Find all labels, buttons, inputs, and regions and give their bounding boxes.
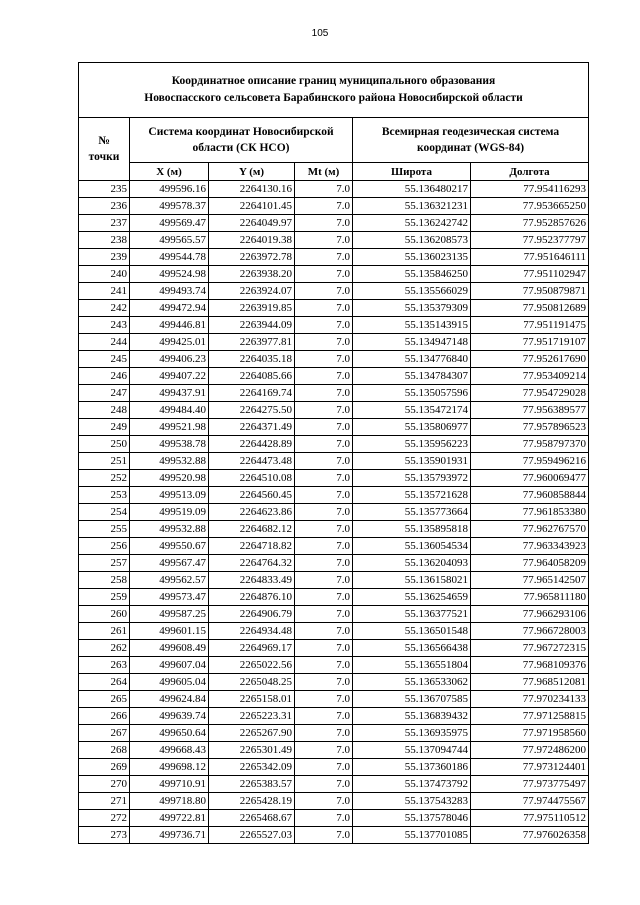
latitude-cell: 55.136707585 (353, 691, 471, 708)
table-row (79, 674, 589, 691)
longitude-cell: 77.951102947 (471, 266, 589, 283)
point-number-cell: 237 (79, 215, 130, 232)
point-number-cell: 252 (79, 470, 130, 487)
point-number-cell: 238 (79, 232, 130, 249)
longitude-cell: 77.951719107 (471, 334, 589, 351)
longitude-cell: 77.954729028 (471, 385, 589, 402)
x-cell: 499601.15 (130, 623, 209, 640)
longitude-cell: 77.975110512 (471, 810, 589, 827)
y-cell: 2264019.38 (209, 232, 295, 249)
mt-cell: 7.0 (295, 249, 353, 266)
point-number-cell: 272 (79, 810, 130, 827)
y-cell: 2263977.81 (209, 334, 295, 351)
longitude-cell: 77.965142507 (471, 572, 589, 589)
latitude-cell: 55.136501548 (353, 623, 471, 640)
table-row (79, 691, 589, 708)
longitude-cell: 77.971258815 (471, 708, 589, 725)
y-cell: 2265022.56 (209, 657, 295, 674)
longitude-cell: 77.966293106 (471, 606, 589, 623)
table-row (79, 334, 589, 351)
latitude-cell: 55.135143915 (353, 317, 471, 334)
table-row (79, 181, 589, 198)
point-number-cell: 264 (79, 674, 130, 691)
y-cell: 2264085.66 (209, 368, 295, 385)
table-row (79, 215, 589, 232)
mt-column-header: Mt (м) (295, 163, 353, 181)
point-number-cell: 268 (79, 742, 130, 759)
x-cell: 499587.25 (130, 606, 209, 623)
latitude-cell: 55.136480217 (353, 181, 471, 198)
longitude-cell: 77.953409214 (471, 368, 589, 385)
latitude-cell: 55.135472174 (353, 402, 471, 419)
latitude-cell: 55.135773664 (353, 504, 471, 521)
point-number-cell: 239 (79, 249, 130, 266)
table-row (79, 266, 589, 283)
longitude-cell: 77.968109376 (471, 657, 589, 674)
mt-cell: 7.0 (295, 657, 353, 674)
longitude-cell: 77.964058209 (471, 555, 589, 572)
y-cell: 2264764.32 (209, 555, 295, 572)
longitude-cell: 77.961853380 (471, 504, 589, 521)
x-cell: 499578.37 (130, 198, 209, 215)
latitude-cell: 55.136254659 (353, 589, 471, 606)
longitude-cell: 77.974475567 (471, 793, 589, 810)
latitude-cell: 55.137473792 (353, 776, 471, 793)
longitude-cell: 77.958797370 (471, 436, 589, 453)
latitude-cell: 55.136935975 (353, 725, 471, 742)
x-column-header: X (м) (130, 163, 209, 181)
longitude-cell: 77.973775497 (471, 776, 589, 793)
point-number-cell: 255 (79, 521, 130, 538)
longitude-cell: 77.967272315 (471, 640, 589, 657)
longitude-cell: 77.951646111 (471, 249, 589, 266)
mt-cell: 7.0 (295, 521, 353, 538)
x-cell: 499550.67 (130, 538, 209, 555)
y-cell: 2264833.49 (209, 572, 295, 589)
point-number-cell: 256 (79, 538, 130, 555)
mt-cell: 7.0 (295, 708, 353, 725)
mt-cell: 7.0 (295, 300, 353, 317)
mt-cell: 7.0 (295, 742, 353, 759)
table-row (79, 657, 589, 674)
latitude-cell: 55.137094744 (353, 742, 471, 759)
x-cell: 499562.57 (130, 572, 209, 589)
mt-cell: 7.0 (295, 827, 353, 844)
mt-cell: 7.0 (295, 419, 353, 436)
table-row (79, 572, 589, 589)
latitude-cell: 55.136204093 (353, 555, 471, 572)
point-number-cell: 259 (79, 589, 130, 606)
latitude-cell: 55.136321231 (353, 198, 471, 215)
nso-system-header-line-2: области (СК НСО) (192, 142, 290, 154)
point-number-cell: 248 (79, 402, 130, 419)
table-row (79, 351, 589, 368)
latitude-cell: 55.135566029 (353, 283, 471, 300)
longitude-column-header: Долгота (471, 163, 589, 181)
y-cell: 2264718.82 (209, 538, 295, 555)
latitude-cell: 55.136566438 (353, 640, 471, 657)
y-cell: 2265428.19 (209, 793, 295, 810)
latitude-cell: 55.135901931 (353, 453, 471, 470)
x-cell: 499519.09 (130, 504, 209, 521)
mt-cell: 7.0 (295, 317, 353, 334)
y-column-header: Y (м) (209, 163, 295, 181)
latitude-cell: 55.135846250 (353, 266, 471, 283)
document-title (79, 63, 589, 118)
x-cell: 499607.04 (130, 657, 209, 674)
mt-cell: 7.0 (295, 215, 353, 232)
x-cell: 499493.74 (130, 283, 209, 300)
longitude-cell: 77.952617690 (471, 351, 589, 368)
point-number-cell: 246 (79, 368, 130, 385)
x-cell: 499437.91 (130, 385, 209, 402)
x-cell: 499567.47 (130, 555, 209, 572)
point-number-cell: 267 (79, 725, 130, 742)
longitude-cell: 77.976026358 (471, 827, 589, 844)
table-row (79, 725, 589, 742)
longitude-cell: 77.962767570 (471, 521, 589, 538)
mt-cell: 7.0 (295, 572, 353, 589)
x-cell: 499544.78 (130, 249, 209, 266)
mt-cell: 7.0 (295, 623, 353, 640)
x-cell: 499624.84 (130, 691, 209, 708)
point-number-cell: 244 (79, 334, 130, 351)
mt-cell: 7.0 (295, 402, 353, 419)
table-row (79, 470, 589, 487)
longitude-cell: 77.973124401 (471, 759, 589, 776)
longitude-cell: 77.952377797 (471, 232, 589, 249)
mt-cell: 7.0 (295, 538, 353, 555)
table-row (79, 504, 589, 521)
point-number-cell: 266 (79, 708, 130, 725)
mt-cell: 7.0 (295, 487, 353, 504)
table-row (79, 232, 589, 249)
y-cell: 2264560.45 (209, 487, 295, 504)
table-row (79, 793, 589, 810)
table-row (79, 368, 589, 385)
x-cell: 499718.80 (130, 793, 209, 810)
longitude-cell: 77.954116293 (471, 181, 589, 198)
mt-cell: 7.0 (295, 555, 353, 572)
latitude-cell: 55.136242742 (353, 215, 471, 232)
y-cell: 2264876.10 (209, 589, 295, 606)
table-row (79, 385, 589, 402)
table-row (79, 317, 589, 334)
mt-cell: 7.0 (295, 470, 353, 487)
table-row (79, 606, 589, 623)
x-cell: 499569.47 (130, 215, 209, 232)
latitude-cell: 55.136054534 (353, 538, 471, 555)
nso-system-header-line-1: Система координат Новосибирской (148, 126, 334, 138)
x-cell: 499524.98 (130, 266, 209, 283)
table-row (79, 521, 589, 538)
latitude-cell: 55.134784307 (353, 368, 471, 385)
page-number: 105 (311, 28, 329, 39)
x-cell: 499538.78 (130, 436, 209, 453)
y-cell: 2264510.08 (209, 470, 295, 487)
mt-cell: 7.0 (295, 198, 353, 215)
longitude-cell: 77.963343923 (471, 538, 589, 555)
y-cell: 2264049.97 (209, 215, 295, 232)
latitude-cell: 55.135793972 (353, 470, 471, 487)
y-cell: 2264623.86 (209, 504, 295, 521)
point-number-cell: 235 (79, 181, 130, 198)
latitude-cell: 55.135721628 (353, 487, 471, 504)
point-number-cell: 258 (79, 572, 130, 589)
x-cell: 499472.94 (130, 300, 209, 317)
x-cell: 499698.12 (130, 759, 209, 776)
table-row (79, 708, 589, 725)
mt-cell: 7.0 (295, 385, 353, 402)
latitude-cell: 55.137543283 (353, 793, 471, 810)
table-row (79, 436, 589, 453)
table-row (79, 827, 589, 844)
point-number-header (79, 118, 130, 181)
x-cell: 499484.40 (130, 402, 209, 419)
y-cell: 2264035.18 (209, 351, 295, 368)
x-cell: 499513.09 (130, 487, 209, 504)
y-cell: 2264906.79 (209, 606, 295, 623)
table-row (79, 555, 589, 572)
latitude-cell: 55.135895818 (353, 521, 471, 538)
latitude-cell: 55.135806977 (353, 419, 471, 436)
y-cell: 2264969.17 (209, 640, 295, 657)
table-row (79, 283, 589, 300)
x-cell: 499532.88 (130, 453, 209, 470)
mt-cell: 7.0 (295, 266, 353, 283)
point-number-cell: 242 (79, 300, 130, 317)
point-number-cell: 260 (79, 606, 130, 623)
mt-cell: 7.0 (295, 453, 353, 470)
x-cell: 499596.16 (130, 181, 209, 198)
table-row (79, 249, 589, 266)
mt-cell: 7.0 (295, 810, 353, 827)
longitude-cell: 77.972486200 (471, 742, 589, 759)
mt-cell: 7.0 (295, 351, 353, 368)
x-cell: 499608.49 (130, 640, 209, 657)
x-cell: 499565.57 (130, 232, 209, 249)
latitude-cell: 55.137360186 (353, 759, 471, 776)
y-cell: 2264682.12 (209, 521, 295, 538)
y-cell: 2263944.09 (209, 317, 295, 334)
point-number-cell: 247 (79, 385, 130, 402)
mt-cell: 7.0 (295, 232, 353, 249)
latitude-cell: 55.135057596 (353, 385, 471, 402)
latitude-cell: 55.134947148 (353, 334, 471, 351)
longitude-cell: 77.953665250 (471, 198, 589, 215)
longitude-cell: 77.956389577 (471, 402, 589, 419)
y-cell: 2265301.49 (209, 742, 295, 759)
x-cell: 499532.88 (130, 521, 209, 538)
point-number-cell: 254 (79, 504, 130, 521)
longitude-cell: 77.959496216 (471, 453, 589, 470)
mt-cell: 7.0 (295, 725, 353, 742)
point-number-cell: 250 (79, 436, 130, 453)
mt-cell: 7.0 (295, 368, 353, 385)
latitude-cell: 55.135956223 (353, 436, 471, 453)
x-cell: 499573.47 (130, 589, 209, 606)
y-cell: 2263924.07 (209, 283, 295, 300)
point-number-cell: 262 (79, 640, 130, 657)
table-row (79, 487, 589, 504)
mt-cell: 7.0 (295, 674, 353, 691)
point-number-cell: 269 (79, 759, 130, 776)
table-row (79, 589, 589, 606)
x-cell: 499710.91 (130, 776, 209, 793)
latitude-cell: 55.136208573 (353, 232, 471, 249)
latitude-cell: 55.136551804 (353, 657, 471, 674)
longitude-cell: 77.957896523 (471, 419, 589, 436)
mt-cell: 7.0 (295, 691, 353, 708)
y-cell: 2265383.57 (209, 776, 295, 793)
x-cell: 499722.81 (130, 810, 209, 827)
y-cell: 2263919.85 (209, 300, 295, 317)
x-cell: 499736.71 (130, 827, 209, 844)
mt-cell: 7.0 (295, 504, 353, 521)
table-row (79, 810, 589, 827)
x-cell: 499407.22 (130, 368, 209, 385)
table-row (79, 419, 589, 436)
point-number-cell: 249 (79, 419, 130, 436)
y-cell: 2263972.78 (209, 249, 295, 266)
header-row-columns (79, 163, 589, 181)
table-row (79, 453, 589, 470)
nso-system-header (130, 118, 353, 163)
title-line-2: Новоспасского сельсовета Барабинского района Новосибирской области (144, 92, 523, 104)
x-cell: 499446.81 (130, 317, 209, 334)
longitude-cell: 77.950812689 (471, 300, 589, 317)
longitude-cell: 77.966728003 (471, 623, 589, 640)
latitude-cell: 55.136158021 (353, 572, 471, 589)
longitude-cell: 77.968512081 (471, 674, 589, 691)
y-cell: 2264428.89 (209, 436, 295, 453)
table-row (79, 776, 589, 793)
mt-cell: 7.0 (295, 436, 353, 453)
longitude-cell: 77.960069477 (471, 470, 589, 487)
longitude-cell: 77.950879871 (471, 283, 589, 300)
point-number-cell: 241 (79, 283, 130, 300)
wgs-system-header-line-2: координат (WGS-84) (416, 142, 525, 154)
y-cell: 2264473.48 (209, 453, 295, 470)
point-number-cell: 253 (79, 487, 130, 504)
mt-cell: 7.0 (295, 181, 353, 198)
x-cell: 499425.01 (130, 334, 209, 351)
table-row (79, 300, 589, 317)
y-cell: 2265267.90 (209, 725, 295, 742)
longitude-cell: 77.952857626 (471, 215, 589, 232)
point-number-cell: 251 (79, 453, 130, 470)
y-cell: 2264371.49 (209, 419, 295, 436)
latitude-cell: 55.136533062 (353, 674, 471, 691)
point-number-cell: 271 (79, 793, 130, 810)
latitude-column-header: Широта (353, 163, 471, 181)
point-number-cell: 240 (79, 266, 130, 283)
mt-cell: 7.0 (295, 776, 353, 793)
longitude-cell: 77.965811180 (471, 589, 589, 606)
latitude-cell: 55.136839432 (353, 708, 471, 725)
wgs-system-header-line-1: Всемирная геодезическая система (381, 126, 560, 138)
point-number-cell: 243 (79, 317, 130, 334)
x-cell: 499639.74 (130, 708, 209, 725)
point-number-header-symbol: № (98, 135, 110, 147)
latitude-cell: 55.137578046 (353, 810, 471, 827)
y-cell: 2265048.25 (209, 674, 295, 691)
mt-cell: 7.0 (295, 793, 353, 810)
x-cell: 499406.23 (130, 351, 209, 368)
latitude-cell: 55.136023135 (353, 249, 471, 266)
point-number-cell: 270 (79, 776, 130, 793)
y-cell: 2265158.01 (209, 691, 295, 708)
title-line-1: Координатное описание границ муниципального образования (171, 75, 496, 87)
table-row (79, 742, 589, 759)
table-row (79, 402, 589, 419)
y-cell: 2264934.48 (209, 623, 295, 640)
y-cell: 2265223.31 (209, 708, 295, 725)
longitude-cell: 77.951191475 (471, 317, 589, 334)
x-cell: 499520.98 (130, 470, 209, 487)
header-row-systems (79, 118, 589, 163)
point-number-cell: 263 (79, 657, 130, 674)
x-cell: 499650.64 (130, 725, 209, 742)
mt-cell: 7.0 (295, 759, 353, 776)
y-cell: 2265468.67 (209, 810, 295, 827)
table-row (79, 759, 589, 776)
table-row (79, 198, 589, 215)
coordinates-table (78, 62, 589, 844)
wgs-system-header (353, 118, 589, 163)
mt-cell: 7.0 (295, 334, 353, 351)
table-row (79, 640, 589, 657)
latitude-cell: 55.134776840 (353, 351, 471, 368)
mt-cell: 7.0 (295, 283, 353, 300)
mt-cell: 7.0 (295, 606, 353, 623)
y-cell: 2265527.03 (209, 827, 295, 844)
mt-cell: 7.0 (295, 640, 353, 657)
y-cell: 2263938.20 (209, 266, 295, 283)
y-cell: 2264101.45 (209, 198, 295, 215)
longitude-cell: 77.971958560 (471, 725, 589, 742)
x-cell: 499521.98 (130, 419, 209, 436)
table-row (79, 623, 589, 640)
point-number-header-word: точки (88, 151, 120, 163)
point-number-cell: 261 (79, 623, 130, 640)
table-row (79, 538, 589, 555)
latitude-cell: 55.137701085 (353, 827, 471, 844)
longitude-cell: 77.960858844 (471, 487, 589, 504)
y-cell: 2264130.16 (209, 181, 295, 198)
y-cell: 2265342.09 (209, 759, 295, 776)
longitude-cell: 77.970234133 (471, 691, 589, 708)
point-number-cell: 236 (79, 198, 130, 215)
y-cell: 2264169.74 (209, 385, 295, 402)
mt-cell: 7.0 (295, 589, 353, 606)
y-cell: 2264275.50 (209, 402, 295, 419)
x-cell: 499605.04 (130, 674, 209, 691)
point-number-cell: 265 (79, 691, 130, 708)
latitude-cell: 55.136377521 (353, 606, 471, 623)
point-number-cell: 245 (79, 351, 130, 368)
point-number-cell: 273 (79, 827, 130, 844)
title-row (79, 63, 589, 118)
x-cell: 499668.43 (130, 742, 209, 759)
latitude-cell: 55.135379309 (353, 300, 471, 317)
point-number-cell: 257 (79, 555, 130, 572)
